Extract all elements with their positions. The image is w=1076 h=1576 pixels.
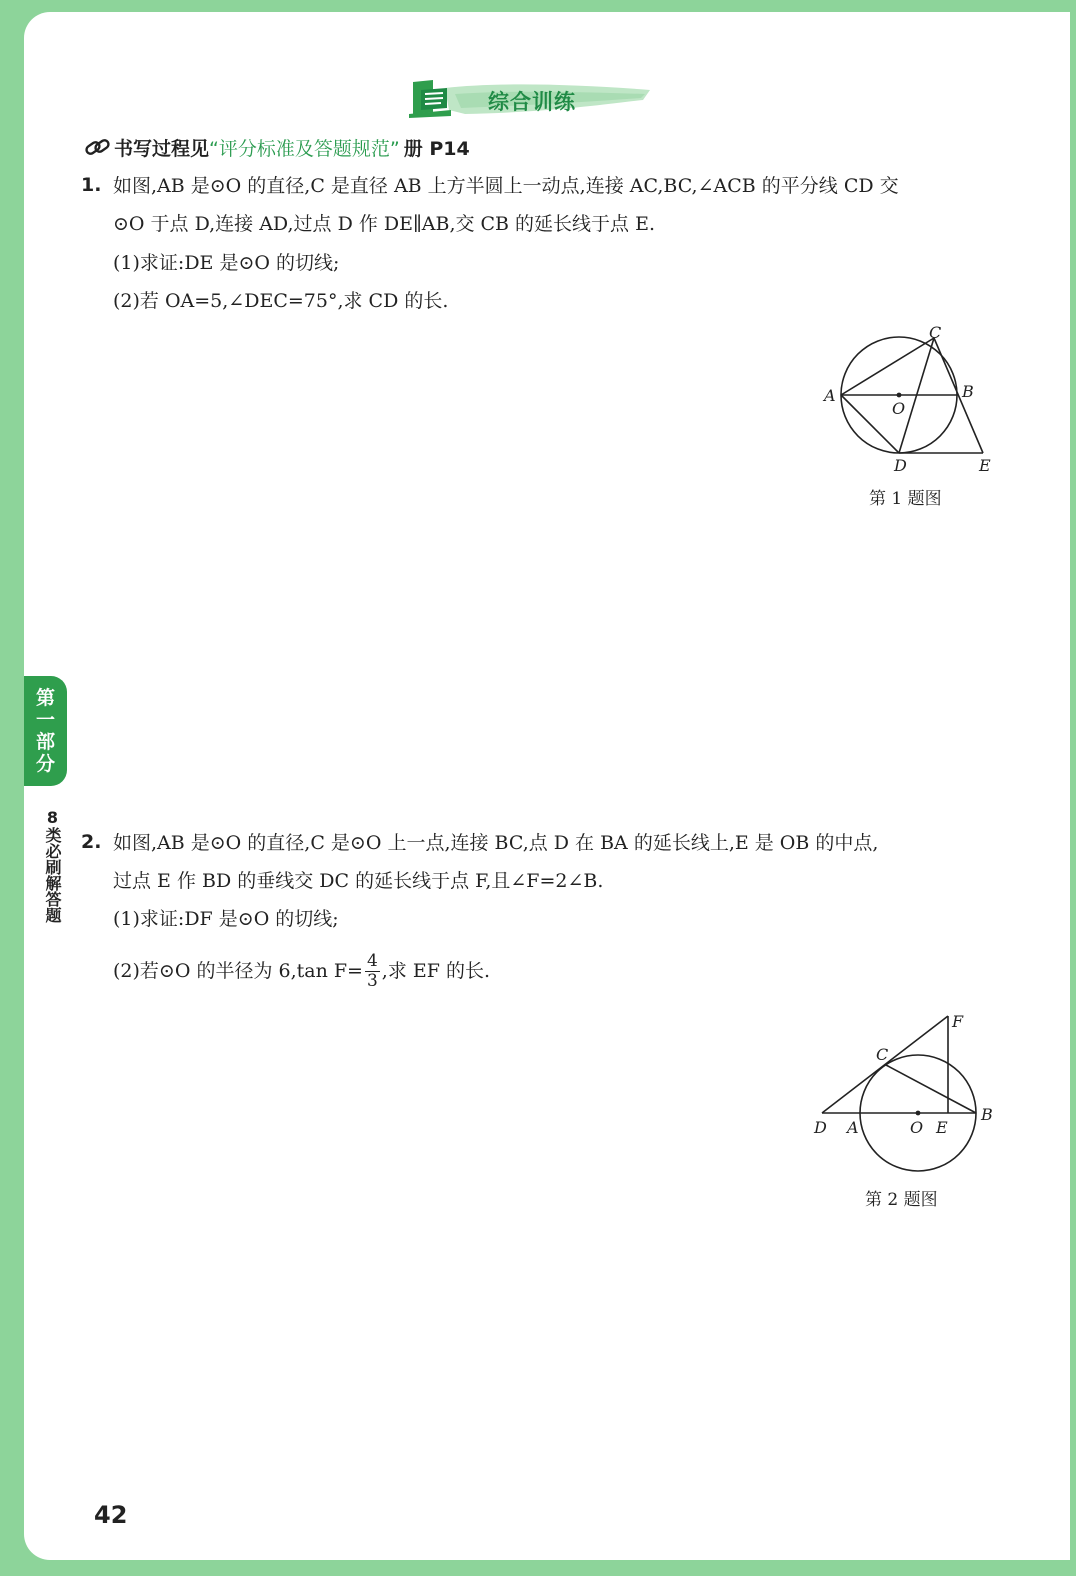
question-1-line: 如图,AB 是⊙O 的直径,C 是直径 AB 上方半圆上一动点,连接 AC,BC,∠ACB 的平分线 CD 交 — [113, 175, 899, 197]
center-point — [916, 1111, 921, 1116]
question-2-part-2 — [113, 947, 490, 995]
fraction-numerator: 4 — [366, 950, 378, 971]
question-2-line: 过点 E 作 BD 的垂线交 DC 的延长线于点 F,且∠F=2∠B. — [113, 870, 604, 892]
label-o: O — [910, 1118, 924, 1137]
part-tab-char: 部 — [35, 731, 55, 753]
page-sheet — [24, 12, 1070, 1560]
label-d: D — [814, 1118, 827, 1137]
part-tab-char: 分 — [35, 753, 55, 775]
chord-ad — [841, 395, 899, 453]
reference-line — [84, 133, 470, 161]
part-tab-char: 第 — [35, 687, 55, 709]
label-f: F — [952, 1012, 964, 1031]
question-1-figure — [815, 318, 1005, 483]
label-b: B — [962, 382, 974, 401]
label-d: D — [894, 456, 907, 475]
part-2-suffix: ,求 EF 的长. — [381, 960, 491, 982]
part-tab-char: 一 — [35, 709, 55, 731]
label-a: A — [847, 1118, 859, 1137]
question-2-figure — [810, 1010, 1000, 1180]
label-e: E — [979, 456, 991, 475]
reference-title: “评分标准及答题规范” — [209, 137, 400, 160]
question-1-line: ⊙O 于点 D,连接 AD,过点 D 作 DE∥AB,交 CB 的延长线于点 E. — [113, 213, 656, 235]
label-c: C — [929, 323, 942, 342]
books-icon — [407, 76, 455, 120]
tangent-df — [822, 1016, 948, 1113]
reference-page: 册 P14 — [403, 137, 470, 160]
label-b: B — [981, 1105, 993, 1124]
page-number: 42 — [94, 1501, 128, 1529]
question-1-figure-caption: 第 1 题图 — [869, 489, 942, 509]
part-2-prefix: (2)若⊙O 的半径为 6,tan F= — [113, 960, 363, 982]
center-point — [897, 393, 902, 398]
question-2-line: 如图,AB 是⊙O 的直径,C 是⊙O 上一点,连接 BC,点 D 在 BA 的延长线上,E 是 OB 的中点, — [113, 832, 879, 854]
link-icon — [84, 136, 112, 158]
section-title: 综合训练 — [488, 90, 576, 114]
chord-cb — [886, 1065, 976, 1113]
question-2-number: 2. — [81, 831, 102, 853]
label-a: A — [824, 386, 836, 405]
book-title-vertical: 8类必刷解答题 — [43, 808, 62, 923]
question-1-number: 1. — [81, 174, 102, 196]
label-e: E — [936, 1118, 948, 1137]
reference-prefix: 书写过程见 — [114, 137, 210, 160]
question-1-part-1: (1)求证:DE 是⊙O 的切线; — [113, 252, 340, 274]
fraction — [365, 952, 380, 991]
question-1-part-2: (2)若 OA=5,∠DEC=75°,求 CD 的长. — [113, 290, 449, 312]
question-2-part-1: (1)求证:DF 是⊙O 的切线; — [113, 908, 339, 930]
question-2-figure-caption: 第 2 题图 — [865, 1190, 938, 1210]
label-o: O — [892, 399, 906, 418]
section-banner — [405, 74, 655, 122]
fraction-denominator: 3 — [366, 970, 378, 991]
label-c: C — [876, 1045, 889, 1064]
part-one-tab — [24, 676, 67, 786]
